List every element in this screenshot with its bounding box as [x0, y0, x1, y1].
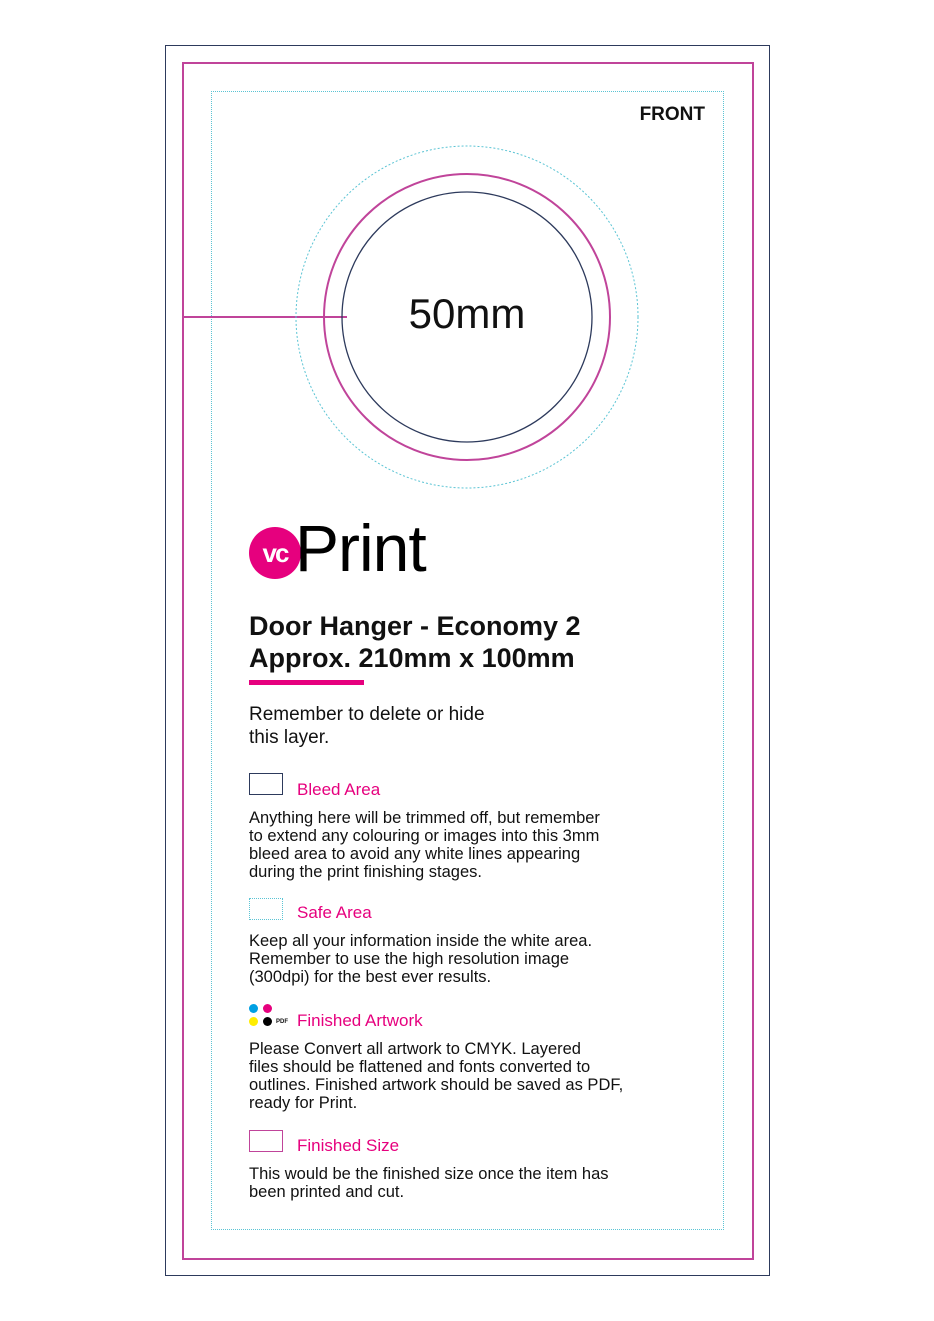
finished-size-swatch [249, 1130, 283, 1152]
legend-text: Keep all your information inside the white area. Remember to use the high resolution image (300dpi) for the best ever results. [249, 932, 593, 986]
legend-title: Bleed Area [297, 780, 381, 799]
title-underline [249, 680, 364, 685]
hole-size-label: 50mm [408, 290, 526, 337]
legend-text: Anything here will be trimmed off, but remember to extend any colouring or images into this 3mm bleed area to avoid any white lines appearing during the print finishing stages. [249, 809, 600, 881]
bleed-swatch [249, 773, 283, 795]
safe-swatch [249, 898, 283, 920]
title-line-1: Door Hanger - Economy 2 [249, 611, 581, 641]
legend-title: Finished Size [297, 1136, 400, 1155]
reminder-text: Remember to delete or hide this layer. [249, 704, 485, 748]
logo-word: Print [295, 511, 426, 585]
cmyk-icon: PDF [249, 1004, 293, 1028]
title-line-2: Approx. 210mm x 100mm [249, 643, 575, 673]
legend-text: Please Convert all artwork to CMYK. Layered files should be flattened and fonts converted to outlines. Finished artwork should be saved as PDF, ready for Print. [249, 1040, 624, 1112]
side-label: FRONT [639, 104, 705, 125]
legend-title: Finished Artwork [297, 1011, 423, 1030]
logo-badge: vc [249, 527, 301, 579]
product-title [249, 610, 581, 674]
legend-text: This would be the finished size once the item has been printed and cut. [249, 1165, 609, 1201]
legend-title: Safe Area [297, 903, 372, 922]
